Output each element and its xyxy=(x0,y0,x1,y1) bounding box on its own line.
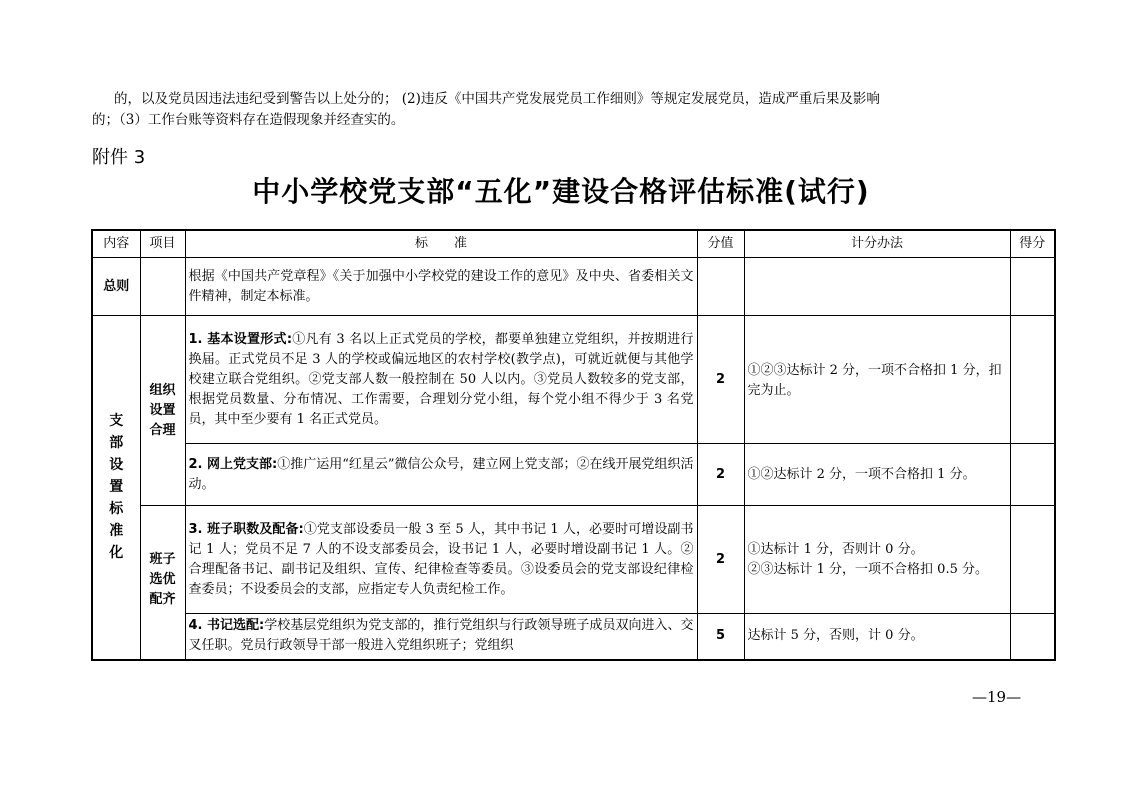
header-content: 内容 xyxy=(92,230,140,258)
row-2-points xyxy=(1010,444,1055,506)
header-points: 得分 xyxy=(1010,230,1055,258)
group-2-item: 班子选优配齐 xyxy=(149,552,176,607)
row-1-text: ①凡有 3 名以上正式党员的学校，都要单独建立党组织，并按期进行换届。正式党员不足 3 人的学校或偏远地区的农村学校(教学点)，可就近就便与其他学校建立联合党组织。②党支部人数一般控制在 50 人以内。③党员人数较多的党支部，根据党员数量、分布情况、工作需要，合理划分党小组，每个党小组不得少于 3 名党员，其中至少要有 1 名正式党员。 xyxy=(188,331,694,427)
table-row xyxy=(92,614,1055,660)
page-title: 中小学校党支部“五化”建设合格评估标准(试行) xyxy=(252,175,870,208)
row-1-title: 1. 基本设置形式 xyxy=(188,331,287,347)
row-4-score: 5 xyxy=(697,614,744,660)
general-row xyxy=(92,258,1055,316)
row-1-score: 2 xyxy=(697,316,744,444)
general-score xyxy=(697,258,744,316)
section-content-cell xyxy=(92,316,140,660)
row-3-text: ①党支部设委员一般 3 至 5 人，其中书记 1 人，必要时可增设副书记 1 人；党员不足 7 人的不设支部委员会，设书记 1 人，必要时增设副书记 1 人。②合理配备书记、副书记及组织、宣传、纪律检查等委员。③设委员会的党支部设纪律检查委员；不设委员会的支部，应指定专人负责纪检工作。 xyxy=(188,521,694,597)
row-1-points xyxy=(1010,316,1055,444)
intro-text xyxy=(92,89,1042,131)
row-3-score: 2 xyxy=(697,506,744,614)
header-standard: 标 准 xyxy=(185,230,697,258)
standards-table xyxy=(91,229,1056,661)
header-score: 分值 xyxy=(697,230,744,258)
row-3-method: ①达标计 1 分，否则计 0 分。 ②③达标计 1 分，一项不合格扣 0.5 分。 xyxy=(744,506,1010,614)
row-2-title: 2. 网上党支部 xyxy=(188,456,273,472)
general-content: 总则 xyxy=(92,258,140,316)
row-4-text: 学校基层党组织为党支部的，推行党组织与行政领导班子成员双向进入、交叉任职。党员行政领导干部一般进入党组织班子；党组织 xyxy=(188,618,694,654)
page-number: —19— xyxy=(972,688,1022,706)
row-2-score: 2 xyxy=(697,444,744,506)
group-2-item-cell xyxy=(140,506,185,660)
row-4-method: 达标计 5 分，否则，计 0 分。 xyxy=(744,614,1010,660)
row-2-standard: 2. 网上党支部:①推广运用“红星云”微信公众号，建立网上党支部；②在线开展党组织活动。 xyxy=(185,444,697,506)
row-1-standard: 1. 基本设置形式:①凡有 3 名以上正式党员的学校，都要单独建立党组织，并按期进行换届。正式党员不足 3 人的学校或偏远地区的农村学校(教学点)，可就近就便与其他学校建立联合党组织。②党支部人数一般控制在 50 人以内。③党员人数较多的党支部，根据党员数量、分布情况、工作需要，合理划分党小组，每个党小组不得少于 3 名党员，其中至少要有 1 名正式党员。 xyxy=(185,316,697,444)
table-header-row xyxy=(92,230,1055,258)
group-1-item-cell xyxy=(140,316,185,506)
row-3-standard: 3. 班子职数及配备:①党支部设委员一般 3 至 5 人，其中书记 1 人，必要时可增设副书记 1 人；党员不足 7 人的不设支部委员会，设书记 1 人，必要时增设副书记 1 人。②合理配备书记、副书记及组织、宣传、纪律检查等委员。③设委员会的党支部设纪律检查委员；不设委员会的支部，应指定专人负责纪检工作。 xyxy=(185,506,697,614)
row-1-method: ①②③达标计 2 分，一项不合格扣 1 分，扣完为止。 xyxy=(744,316,1010,444)
row-4-title: 4. 书记选配 xyxy=(188,618,260,634)
intro-line-2: 的；（3）工作台账等资料存在造假现象并经查实的。 xyxy=(92,112,405,128)
table-row xyxy=(92,444,1055,506)
intro-line-1: 的，以及党员因违法违纪受到警告以上处分的； (2)违反《中国共产党发展党员工作细则》等规定发展党员，造成严重后果及影响 xyxy=(114,91,880,107)
table-row xyxy=(92,316,1055,444)
section-content: 支部设置标准化 xyxy=(109,413,124,562)
row-3-title: 3. 班子职数及配备 xyxy=(188,521,299,537)
row-3-points xyxy=(1010,506,1055,614)
table-row xyxy=(92,506,1055,614)
row-2-method: ①②达标计 2 分，一项不合格扣 1 分。 xyxy=(744,444,1010,506)
general-method xyxy=(744,258,1010,316)
general-standard: 根据《中国共产党章程》《关于加强中小学校党的建设工作的意见》及中央、省委相关文件精神，制定本标准。 xyxy=(185,258,697,316)
general-points xyxy=(1010,258,1055,316)
general-item xyxy=(140,258,185,316)
annex-label: 附件 3 xyxy=(92,147,146,168)
row-2-text: ①推广运用“红星云”微信公众号，建立网上党支部；②在线开展党组织活动。 xyxy=(188,456,694,492)
row-4-points xyxy=(1010,614,1055,660)
row-4-standard: 4. 书记选配:学校基层党组织为党支部的，推行党组织与行政领导班子成员双向进入、交叉任职。党员行政领导干部一般进入党组织班子；党组织 xyxy=(185,614,697,660)
group-1-item: 组织设置合理 xyxy=(149,382,176,438)
header-method: 计分办法 xyxy=(744,230,1010,258)
header-item: 项目 xyxy=(140,230,185,258)
